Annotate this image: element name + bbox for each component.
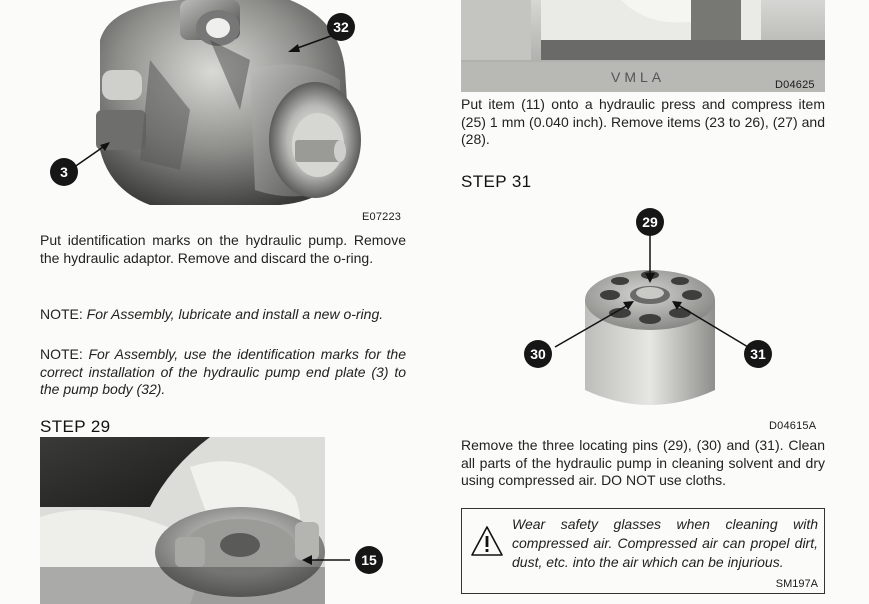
warning-triangle-icon xyxy=(470,525,504,557)
cylinder-block-figure xyxy=(520,205,800,420)
step-31-heading: STEP 31 xyxy=(461,172,532,191)
note-2 xyxy=(40,346,406,399)
note-2-label: NOTE: xyxy=(40,346,83,362)
figure-id-press: D04625 xyxy=(775,79,815,91)
note-1 xyxy=(40,306,406,324)
figure-id-cylinder-block: D04615A xyxy=(769,420,817,432)
right-paragraph-1: Put item (11) onto a hydraulic press and compress item (25) 1 mm (0.040 inch). Remove items (23 to 26), (27) and (28). xyxy=(461,96,825,148)
note-1-text: For Assembly, lubricate and install a new o-ring. xyxy=(86,306,384,322)
warning-code: SM197A xyxy=(775,578,818,590)
callout-15: 15 xyxy=(355,546,383,574)
warning-text: Wear safety glasses when cleaning with compressed air. Compressed air can propel dirt, dust, etc. into the air which can be injurious. xyxy=(512,516,818,570)
callout-15-arrow xyxy=(300,545,360,575)
callout-30: 30 xyxy=(524,340,552,368)
callout-3: 3 xyxy=(50,158,78,186)
callout-32: 32 xyxy=(327,13,355,41)
note-1-label: NOTE: xyxy=(40,306,83,322)
callout-31: 31 xyxy=(744,340,772,368)
step-29-photo xyxy=(40,437,325,604)
right-paragraph-2: Remove the three locating pins (29), (30) and (31). Clean all parts of the hydraulic pump in cleaning solvent and dry using compressed air. DO NOT use cloths. xyxy=(461,437,825,489)
note-2-text: For Assembly, use the identification marks for the correct installation of the hydraulic pump end plate (3) to the pump body (32). xyxy=(40,346,407,398)
left-paragraph-1: Put identification marks on the hydraulic pump. Remove the hydraulic adaptor. Remove and discard the o-ring. xyxy=(40,232,406,266)
figure-id-pump: E07223 xyxy=(362,211,402,223)
press-photo xyxy=(461,0,825,92)
safety-warning-box xyxy=(461,508,825,594)
callout-29: 29 xyxy=(636,208,664,236)
press-stamp: VMLA xyxy=(611,69,666,85)
step-29-heading: STEP 29 xyxy=(40,417,111,436)
